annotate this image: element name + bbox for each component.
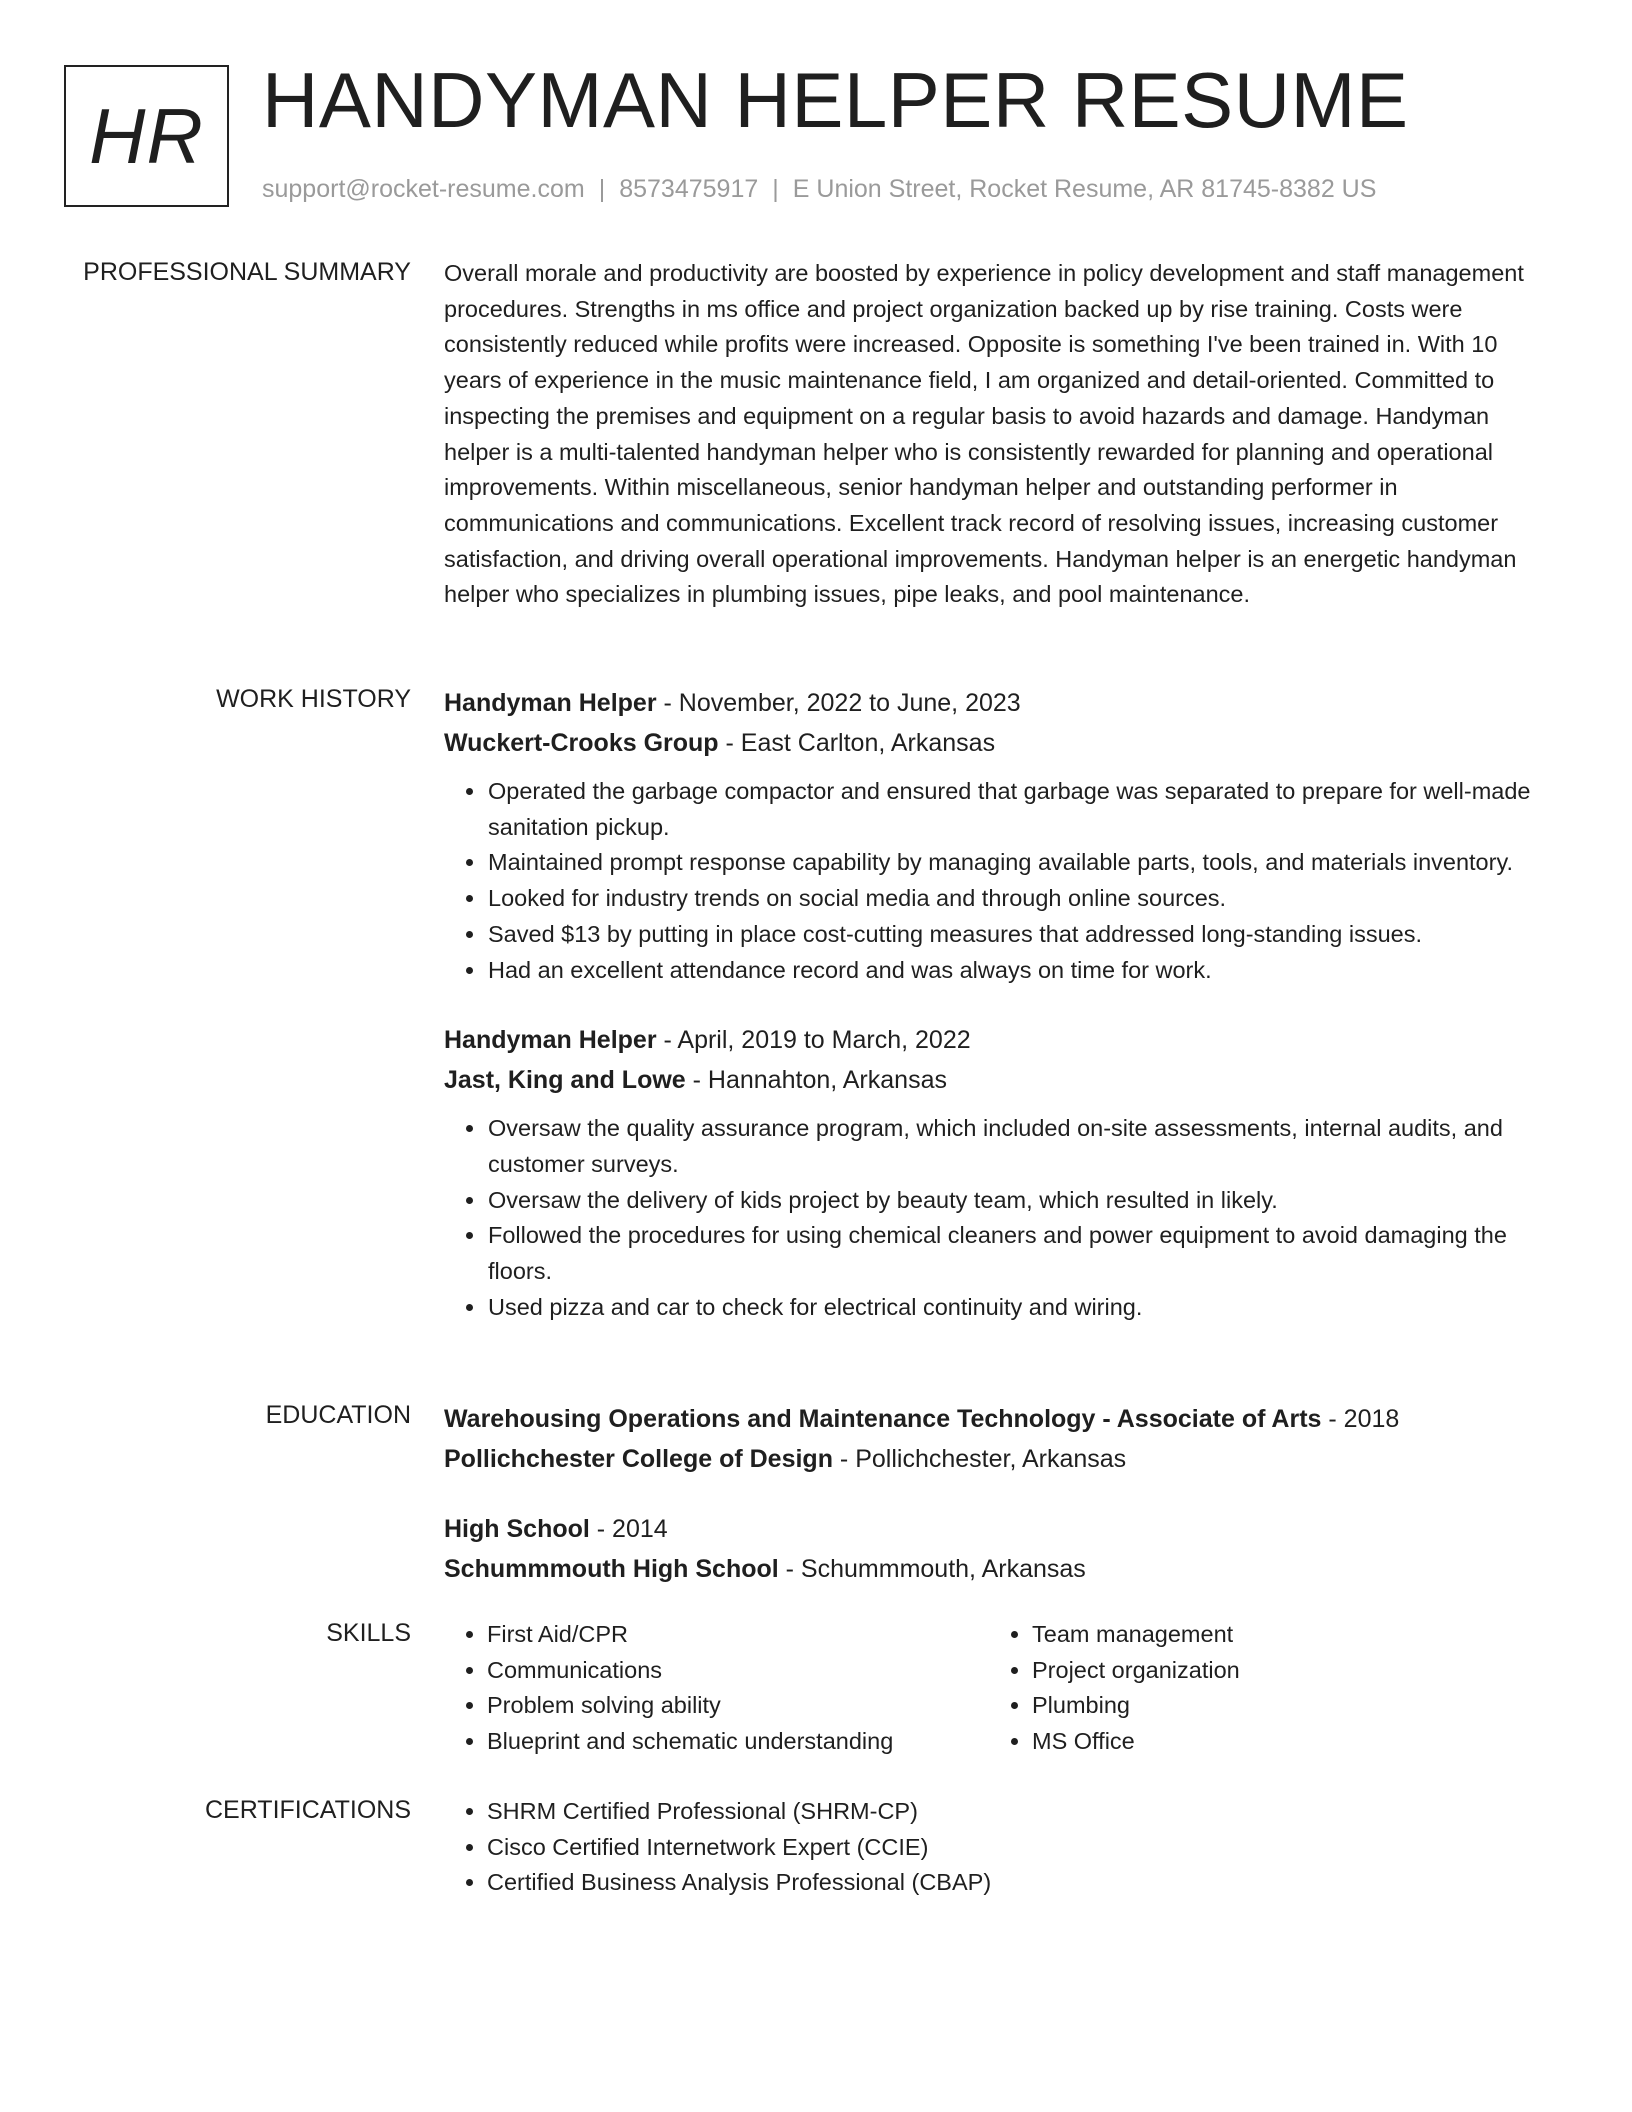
certifications-heading: CERTIFICATIONS xyxy=(204,1796,411,1824)
contact-phone: 8573475917 xyxy=(619,175,759,203)
job-location: - Hannahton, Arkansas xyxy=(685,1066,947,1095)
summary-heading: PROFESSIONAL SUMMARY xyxy=(83,258,411,286)
job-company-line xyxy=(444,1060,1554,1100)
certifications-list xyxy=(444,1794,1554,1901)
skills-list-right xyxy=(989,1617,1534,1760)
job-entry xyxy=(444,683,1554,988)
skill-item: • Plumbing xyxy=(1032,1688,1534,1724)
work-history-heading: WORK HISTORY xyxy=(216,685,411,713)
education-year: - 2014 xyxy=(589,1515,668,1543)
summary-body xyxy=(444,256,1554,613)
certification-item: • Cisco Certified Internetwork Expert (CCIE) xyxy=(487,1830,1554,1866)
job-bullet: • Used pizza and car to check for electrical continuity and wiring. xyxy=(487,1290,1554,1326)
education-location: - Schummmouth, Arkansas xyxy=(778,1555,1086,1583)
job-company: Jast, King and Lowe xyxy=(444,1066,686,1095)
job-bullet-list xyxy=(444,774,1554,988)
job-title-line xyxy=(444,683,1554,723)
monogram-logo: HR xyxy=(64,65,229,207)
job-bullet: • Looked for industry trends on social media and through online sources. xyxy=(487,881,1554,917)
skill-item: • MS Office xyxy=(1032,1724,1534,1760)
job-company: Wuckert-Crooks Group xyxy=(444,729,719,757)
job-bullet: • Saved $13 by putting in place cost-cutting measures that addressed long-standing issues. xyxy=(487,917,1554,953)
education-school-line xyxy=(444,1439,1554,1479)
skill-item: • Team management xyxy=(1032,1617,1534,1653)
certification-item: • SHRM Certified Professional (SHRM-CP) xyxy=(487,1794,1554,1830)
skill-item: • Communications xyxy=(487,1653,989,1689)
skills-list-left xyxy=(444,1617,989,1760)
resume-title: HANDYMAN HELPER RESUME xyxy=(262,56,1409,144)
education-degree: Warehousing Operations and Maintenance Technology - Associate of Arts xyxy=(444,1405,1322,1433)
skills-heading: SKILLS xyxy=(326,1619,411,1647)
job-company-line xyxy=(444,723,1554,763)
job-bullet: • Oversaw the delivery of kids project by beauty team, which resulted in likely. xyxy=(487,1183,1554,1219)
skill-item: • First Aid/CPR xyxy=(487,1617,989,1653)
education-body xyxy=(444,1399,1554,1589)
education-school: Schummmouth High School xyxy=(444,1555,779,1583)
work-history-body xyxy=(444,683,1554,1325)
job-location: - East Carlton, Arkansas xyxy=(718,729,996,757)
education-degree-line xyxy=(444,1399,1554,1439)
job-bullet-list xyxy=(444,1111,1554,1325)
contact-separator: | xyxy=(598,175,606,203)
education-degree: High School xyxy=(444,1515,590,1543)
skills-body xyxy=(444,1617,1554,1760)
job-dates: - November, 2022 to June, 2023 xyxy=(656,689,1021,717)
contact-email: support@rocket-resume.com xyxy=(262,175,585,203)
job-title: Handyman Helper xyxy=(444,1026,657,1055)
job-bullet: • Followed the procedures for using chemical cleaners and power equipment to avoid damaging the floors. xyxy=(487,1218,1554,1289)
skill-item: • Blueprint and schematic understanding xyxy=(487,1724,989,1760)
job-bullet: • Operated the garbage compactor and ensured that garbage was separated to prepare for well-made sanitation pickup. xyxy=(487,774,1554,845)
job-bullet: • Had an excellent attendance record and was always on time for work. xyxy=(487,953,1554,989)
education-year: - 2018 xyxy=(1321,1405,1400,1433)
job-dates: - April, 2019 to March, 2022 xyxy=(656,1026,971,1055)
skill-item: • Project organization xyxy=(1032,1653,1534,1689)
contact-separator: | xyxy=(772,175,779,203)
certifications-body xyxy=(444,1794,1554,1901)
job-title: Handyman Helper xyxy=(444,689,657,717)
education-school: Pollichchester College of Design xyxy=(444,1445,833,1473)
education-school-line xyxy=(444,1549,1554,1589)
job-title-line xyxy=(444,1020,1554,1060)
skill-item: • Problem solving ability xyxy=(487,1688,989,1724)
education-entry xyxy=(444,1509,1554,1589)
education-heading: EDUCATION xyxy=(265,1401,411,1429)
contact-line xyxy=(262,174,1376,204)
summary-text: Overall morale and productivity are boosted by experience in policy development and staff management procedures. Strengths in ms office and project organization backed up by rise training. Costs were consistently reduced while profits were increased. Opposite is something I've been trained in. With 10 years of experience in the music maintenance field, I am organized and detail-oriented. Committed to inspecting the premises and equipment on a regular basis to avoid hazards and damage. Handyman helper is a multi-talented handyman helper who is consistently rewarded for planning and operational improvements. Within miscellaneous, senior handyman helper and outstanding performer in communications and communications. Excellent track record of resolving issues, increasing customer satisfaction, and driving overall operational improvements. Handyman helper is an energetic handyman helper who specializes in plumbing issues, pipe leaks, and pool maintenance. xyxy=(444,260,1524,608)
education-degree-line xyxy=(444,1509,1554,1549)
contact-address: E Union Street, Rocket Resume, AR 81745-8382 US xyxy=(792,175,1377,203)
education-location: - Pollichchester, Arkansas xyxy=(832,1445,1127,1473)
job-bullet: • Maintained prompt response capability by managing available parts, tools, and materials inventory. xyxy=(487,845,1554,881)
certification-item: • Certified Business Analysis Professional (CBAP) xyxy=(487,1865,1554,1901)
job-bullet: • Oversaw the quality assurance program, which included on-site assessments, internal audits, and customer surveys. xyxy=(487,1111,1554,1182)
education-entry xyxy=(444,1399,1554,1479)
job-entry xyxy=(444,1020,1554,1325)
